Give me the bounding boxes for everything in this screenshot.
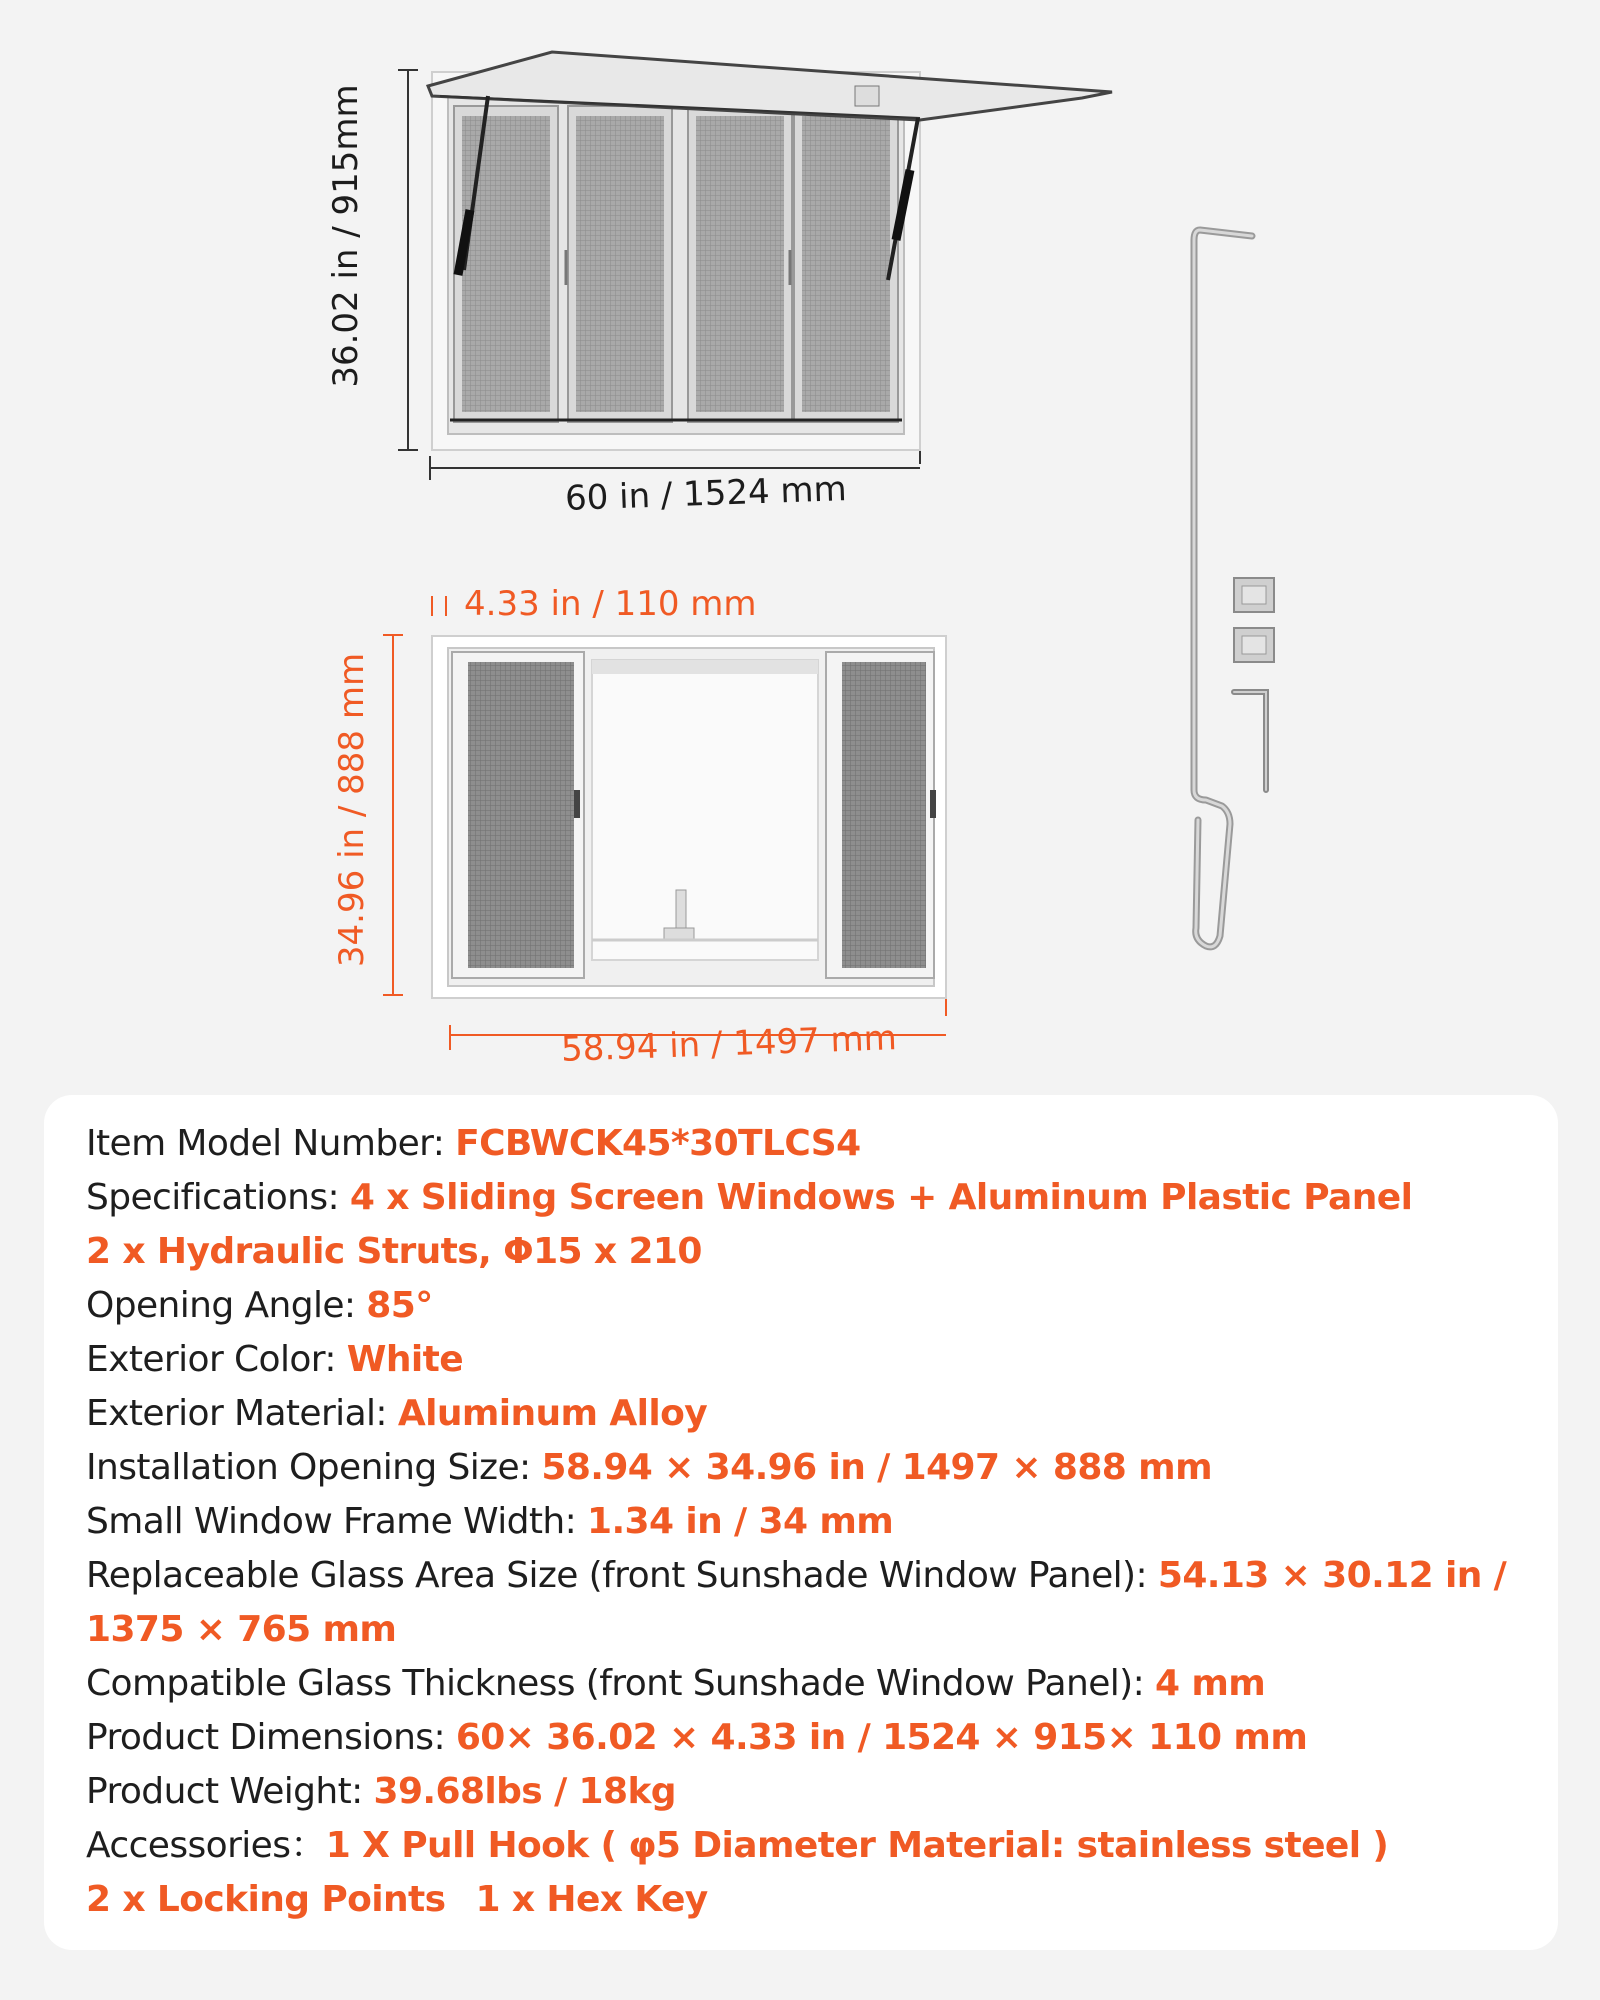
spec-opening-angle xyxy=(86,1279,1526,1333)
spec-product-weight xyxy=(86,1765,1526,1819)
spec-value: 1.34 in / 34 mm xyxy=(587,1501,894,1542)
spec-value: 60× 36.02 × 4.33 in / 1524 × 915× 110 mm xyxy=(455,1717,1308,1758)
spec-label: Specifications: xyxy=(86,1177,350,1218)
spec-frame-width xyxy=(86,1495,1526,1549)
spec-value: 85° xyxy=(366,1285,433,1326)
spec-glass-thickness xyxy=(86,1657,1526,1711)
spec-label: Replaceable Glass Area Size (front Sunshade Window Panel): xyxy=(86,1555,1158,1596)
spec-model-number xyxy=(86,1117,1526,1171)
spec-value: 1 X Pull Hook ( φ5 Diameter Material: stainless steel ) xyxy=(325,1825,1389,1866)
spec-label: Exterior Material: xyxy=(86,1393,398,1434)
spec-value: 4 mm xyxy=(1155,1663,1266,1704)
spec-value: White xyxy=(346,1339,464,1380)
spec-label: Installation Opening Size: xyxy=(86,1447,542,1488)
spec-value: 39.68lbs / 18kg xyxy=(373,1771,676,1812)
spec-value: 4 x Sliding Screen Windows + Aluminum Plastic Panel xyxy=(349,1177,1413,1218)
spec-installation-opening xyxy=(86,1441,1526,1495)
spec-specifications-continued xyxy=(86,1225,1526,1279)
spec-value: 2 x Hydraulic Struts, Φ15 x 210 xyxy=(86,1231,702,1272)
spec-label: Opening Angle: xyxy=(86,1285,367,1326)
spec-value: Aluminum Alloy xyxy=(397,1393,708,1434)
open-window-drawing xyxy=(398,52,1112,480)
spec-value: 1375 × 765 mm xyxy=(86,1609,397,1650)
width-dimension-label: 60 in / 1524 mm xyxy=(564,469,848,519)
specifications-list xyxy=(86,1117,1526,1927)
accessories-drawing xyxy=(1194,230,1274,947)
spec-value: FCBWCK45*30TLCS4 xyxy=(455,1123,861,1164)
spec-label: Small Window Frame Width: xyxy=(86,1501,587,1542)
spec-value: 58.94 × 34.96 in / 1497 × 888 mm xyxy=(541,1447,1212,1488)
spec-accessories-continued xyxy=(86,1873,1526,1927)
height-dimension-label: 36.02 in / 915mm xyxy=(326,84,366,388)
spec-label: Accessories： xyxy=(86,1825,326,1866)
spec-label: Exterior Color: xyxy=(86,1339,347,1380)
spec-exterior-material xyxy=(86,1387,1526,1441)
frame-depth-dimension-label: 4.33 in / 110 mm xyxy=(464,584,757,624)
opening-width-dimension-label: 58.94 in / 1497 mm xyxy=(560,1018,898,1070)
spec-accessories xyxy=(86,1819,1526,1873)
specifications-card xyxy=(44,1095,1558,1950)
spec-label: Product Weight: xyxy=(86,1771,374,1812)
spec-glass-area-continued xyxy=(86,1603,1526,1657)
spec-value: 54.13 × 30.12 in / xyxy=(1157,1555,1507,1596)
spec-label: Item Model Number: xyxy=(86,1123,456,1164)
spec-label: Product Dimensions: xyxy=(86,1717,456,1758)
spec-glass-area xyxy=(86,1549,1526,1603)
spec-specifications xyxy=(86,1171,1526,1225)
opening-height-dimension-label: 34.96 in / 888 mm xyxy=(332,652,372,968)
opening-drawing xyxy=(383,596,946,1050)
spec-label: Compatible Glass Thickness (front Sunshade Window Panel): xyxy=(86,1663,1156,1704)
spec-product-dimensions xyxy=(86,1711,1526,1765)
spec-value: 1 x Hex Key xyxy=(475,1879,708,1920)
spec-value: 2 x Locking Points xyxy=(86,1879,446,1920)
spec-exterior-color xyxy=(86,1333,1526,1387)
